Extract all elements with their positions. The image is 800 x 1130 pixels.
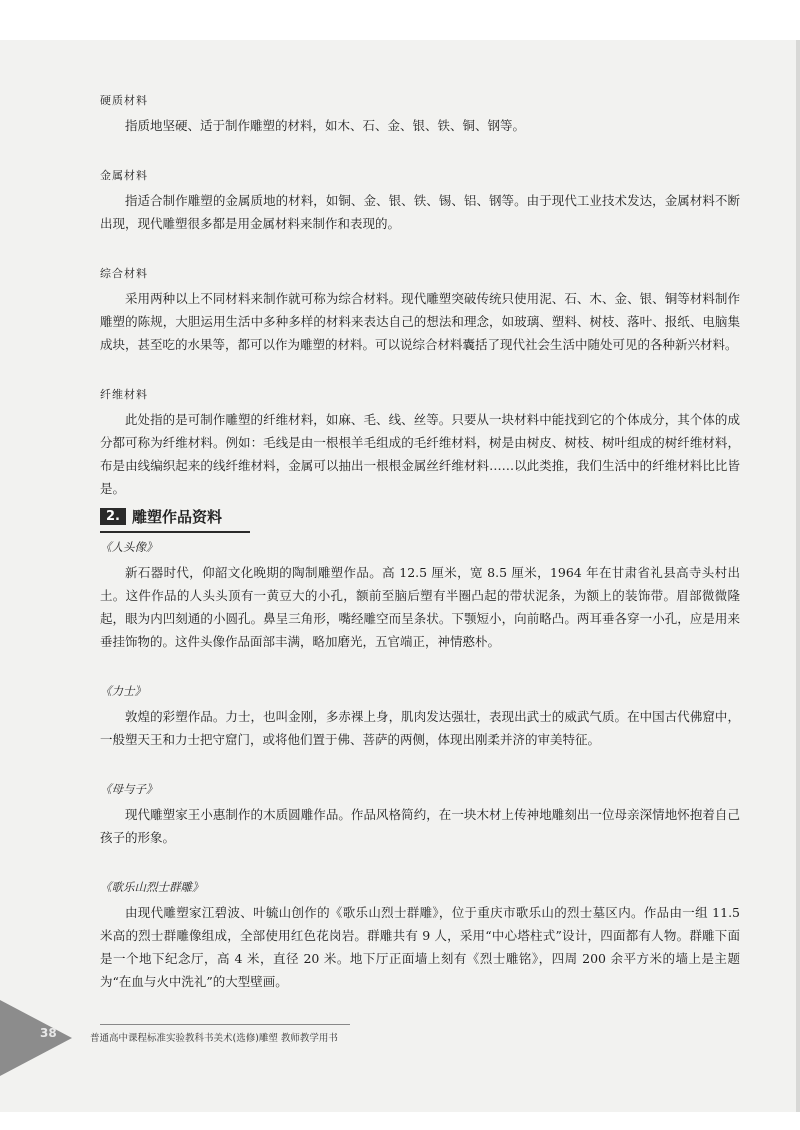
- work-title-martyrs: 《歌乐山烈士群雕》: [100, 880, 204, 894]
- work-text-head: 新石器时代，仰韶文化晚期的陶制雕塑作品。高 12.5 厘米，宽 8.5 厘米，1964 年在甘肃省礼县高寺头村出土。这件作品的人头头顶有一黄豆大的小孔，额前至脑后塑有半圈凸起的带状泥条，为额上的装饰带。眉部微微隆起，眼为内凹刻通的小圆孔。鼻呈三角形，嘴经雕空而呈条状。下颚短小，向前略凸。两耳垂各穿一小孔，应是用来垂挂饰物的。这件头像作品面部丰满，略加磨光，五官端正，神情憨朴。: [100, 565, 740, 649]
- paragraph-hard-materials: 指质地坚硬、适于制作雕塑的材料，如木、石、金、银、铁、铜、钢等。: [125, 118, 526, 133]
- page-number: 38: [40, 1026, 57, 1040]
- page-corner-triangle: [0, 1000, 72, 1076]
- page-footer: [0, 1000, 800, 1072]
- paragraph-fiber-materials: 此处指的是可制作雕塑的纤维材料，如麻、毛、线、丝等。只要从一块材料中能找到它的个体成分，其个体的成分都可称为纤维材料。例如：毛线是由一根根羊毛组成的毛纤维材料，树是由树皮、树枝、树叶组成的树纤维材料，布是由线编织起来的线纤维材料，金属可以抽出一根根金属丝纤维材料……以此类推，我们生活中的纤维材料比比皆是。: [100, 412, 740, 496]
- section-underline: [100, 531, 250, 533]
- subheading-metal-materials: 金属材料: [100, 169, 148, 182]
- subheading-composite-materials: 综合材料: [100, 267, 148, 280]
- work-text-mother-child: 现代雕塑家王小惠制作的木质圆雕作品。作品风格简约，在一块木材上传神地雕刻出一位母亲深情地怀抱着自己孩子的形象。: [100, 807, 740, 845]
- paragraph-composite-materials: 采用两种以上不同材料来制作就可称为综合材料。现代雕塑突破传统只使用泥、石、木、金、银、铜等材料制作雕塑的陈规，大胆运用生活中多种多样的材料来表达自己的想法和理念，如玻璃、塑料、树枝、落叶、报纸、电脑集成块，甚至吃的水果等，都可以作为雕塑的材料。可以说综合材料囊括了现代社会生活中随处可见的各种新兴材料。: [100, 291, 740, 352]
- footer-book-title: 普通高中课程标准实验教科书美术(选修)雕塑 教师教学用书: [90, 1033, 338, 1044]
- footer-divider: [100, 1024, 350, 1025]
- page-edge: [796, 40, 800, 1112]
- section-number: 2.: [100, 508, 126, 525]
- work-title-strongman: 《力士》: [100, 684, 146, 698]
- work-text-strongman: 敦煌的彩塑作品。力士，也叫金刚，多赤裸上身，肌肉发达强壮，表现出武士的威武气质。在中国古代佛窟中，一般塑天王和力士把守窟门，或将他们置于佛、菩萨的两侧，体现出刚柔并济的审美特征。: [100, 709, 740, 747]
- work-title-head: 《人头像》: [100, 540, 158, 554]
- work-title-mother-child: 《母与子》: [100, 782, 158, 796]
- section-title: 雕塑作品资料: [131, 508, 222, 526]
- paragraph-metal-materials: 指适合制作雕塑的金属质地的材料，如铜、金、银、铁、锡、铝、钢等。由于现代工业技术发达，金属材料不断出现，现代雕塑很多都是用金属材料来制作和表现的。: [100, 193, 740, 231]
- section-heading: [100, 506, 740, 533]
- work-text-martyrs: 由现代雕塑家江碧波、叶毓山创作的《歌乐山烈士群雕》，位于重庆市歌乐山的烈士墓区内。作品由一组 11.5 米高的烈士群雕像组成，全部使用红色花岗岩。群雕共有 9 人，采用“中心塔柱式”设计，四面都有人物。群雕下面是一个地下纪念厅，高 4 米，直径 20 米。地下厅正面墙上刻有《烈士雕铭》，四周 200 余平方米的墙上是主题为“在血与火中洗礼”的大型壁画。: [100, 905, 740, 989]
- subheading-fiber-materials: 纤维材料: [100, 388, 148, 401]
- subheading-hard-materials: 硬质材料: [100, 94, 148, 107]
- page-content: [100, 86, 740, 1007]
